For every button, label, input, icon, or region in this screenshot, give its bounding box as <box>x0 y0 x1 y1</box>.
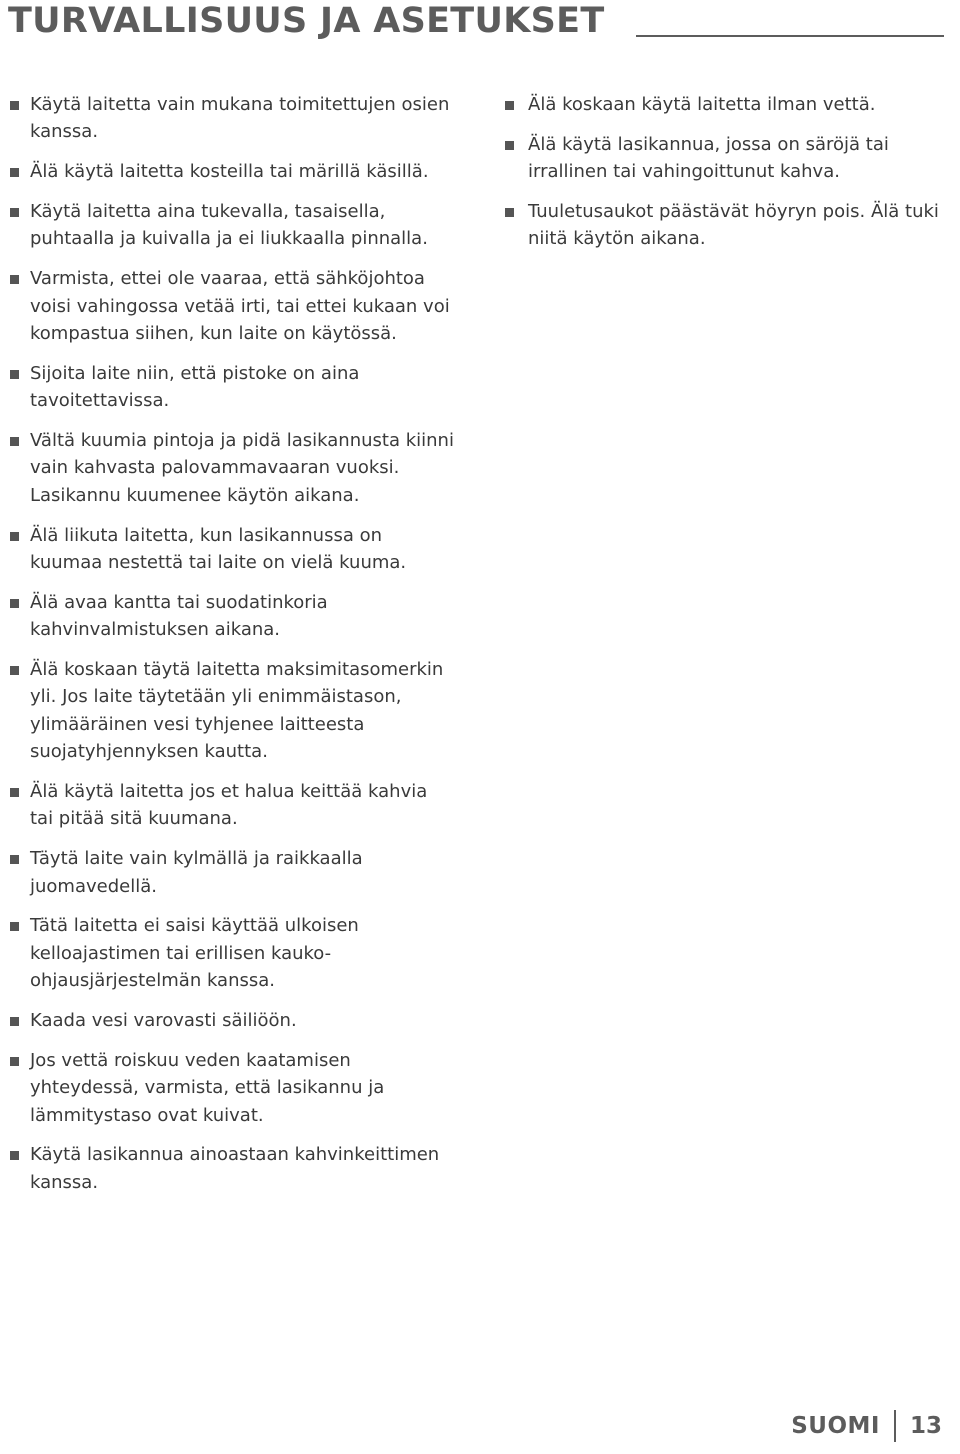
square-bullet-icon <box>10 788 19 797</box>
square-bullet-icon <box>505 208 514 217</box>
square-bullet-icon <box>10 208 19 217</box>
list-item <box>10 360 455 415</box>
list-item <box>10 778 455 833</box>
square-bullet-icon <box>10 168 19 177</box>
list-item <box>10 1007 455 1034</box>
square-bullet-icon <box>10 532 19 541</box>
list-item <box>10 589 455 644</box>
square-bullet-icon <box>10 1017 19 1026</box>
list-item <box>10 845 455 900</box>
list-item <box>10 198 455 253</box>
list-item-text: Älä liikuta laitetta, kun lasikannussa on kuumaa nestettä tai laite on vielä kuuma. <box>30 524 407 574</box>
square-bullet-icon <box>10 275 19 284</box>
page-footer <box>791 1410 942 1442</box>
square-bullet-icon <box>10 101 19 110</box>
list-item-text: Älä koskaan käytä laitetta ilman vettä. <box>528 94 876 115</box>
list-item-text: Käytä lasikannua ainoastaan kahvinkeittimen kanssa. <box>30 1144 440 1193</box>
square-bullet-icon <box>10 922 19 931</box>
square-bullet-icon <box>505 101 514 110</box>
list-item-text: Varmista, ettei ole vaaraa, että sähköjohtoa voisi vahingossa vetää irti, tai ettei kukaan voi kompastua siihen, kun laite on käytössä. <box>30 268 450 345</box>
square-bullet-icon <box>10 437 19 446</box>
footer-language: SUOMI <box>791 1413 880 1439</box>
list-item-text: Älä käytä laitetta jos et halua keittää kahvia tai pitää sitä kuumana. <box>30 781 428 830</box>
list-item-text: Käytä laitetta aina tukevalla, tasaisella, puhtaalla ja kuivalla ja ei liukkaalla pinnalla. <box>30 201 428 250</box>
square-bullet-icon <box>10 1151 19 1160</box>
square-bullet-icon <box>10 1057 19 1066</box>
list-item <box>10 91 455 146</box>
square-bullet-icon <box>10 855 19 864</box>
list-item-text: Kaada vesi varovasti säiliöön. <box>30 1010 297 1032</box>
list-item <box>10 522 455 577</box>
list-item <box>505 198 950 253</box>
square-bullet-icon <box>10 599 19 608</box>
right-column-list <box>505 91 950 265</box>
list-item-text: Älä avaa kantta tai suodatinkoria kahvinvalmistuksen aikana. <box>30 591 328 641</box>
square-bullet-icon <box>505 141 514 150</box>
list-item <box>10 1047 455 1129</box>
list-item-text: Tuuletusaukot päästävät höyryn pois. Älä tuki niitä käytön aikana. <box>528 201 939 250</box>
list-item <box>10 1141 455 1196</box>
list-item-text: Älä koskaan täytä laitetta maksimitasomerkin yli. Jos laite täytetään yli enimmäistason, ylimääräinen vesi tyhjenee laitteesta suojatyhjennyksen kautta. <box>30 659 444 763</box>
footer-divider <box>894 1410 896 1442</box>
page-title: TURVALLISUUS JA ASETUKSET <box>8 1 605 41</box>
list-item-text: Vältä kuumia pintoja ja pidä lasikannusta kiinni vain kahvasta palovammavaaran vuoksi. Lasikannu kuumenee käytön aikana. <box>30 430 454 506</box>
list-item <box>10 265 455 347</box>
list-item-text: Tätä laitetta ei saisi käyttää ulkoisen kelloajastimen tai erillisen kauko-ohjausjärjestelmän kanssa. <box>30 915 359 992</box>
page-number: 13 <box>909 1413 942 1439</box>
list-item <box>10 656 455 766</box>
square-bullet-icon <box>10 666 19 675</box>
list-item-text: Täytä laite vain kylmällä ja raikkaalla juomavedellä. <box>30 848 363 897</box>
list-item-text: Sijoita laite niin, että pistoke on aina tavoitettavissa. <box>30 362 360 412</box>
title-rule <box>636 35 944 37</box>
left-column-list <box>10 91 455 1209</box>
list-item-text: Älä käytä lasikannua, jossa on säröjä tai irrallinen tai vahingoittunut kahva. <box>528 133 889 183</box>
list-item-text: Älä käytä laitetta kosteilla tai märillä käsillä. <box>30 161 429 183</box>
list-item <box>505 131 950 186</box>
list-item <box>10 912 455 994</box>
square-bullet-icon <box>10 370 19 379</box>
list-item-text: Jos vettä roiskuu veden kaatamisen yhteydessä, varmista, että lasikannu ja lämmitystaso ovat kuivat. <box>30 1049 385 1126</box>
list-item-text: Käytä laitetta vain mukana toimitettujen osien kanssa. <box>30 94 450 143</box>
list-item <box>10 158 455 185</box>
list-item <box>10 427 455 509</box>
list-item <box>505 91 950 118</box>
